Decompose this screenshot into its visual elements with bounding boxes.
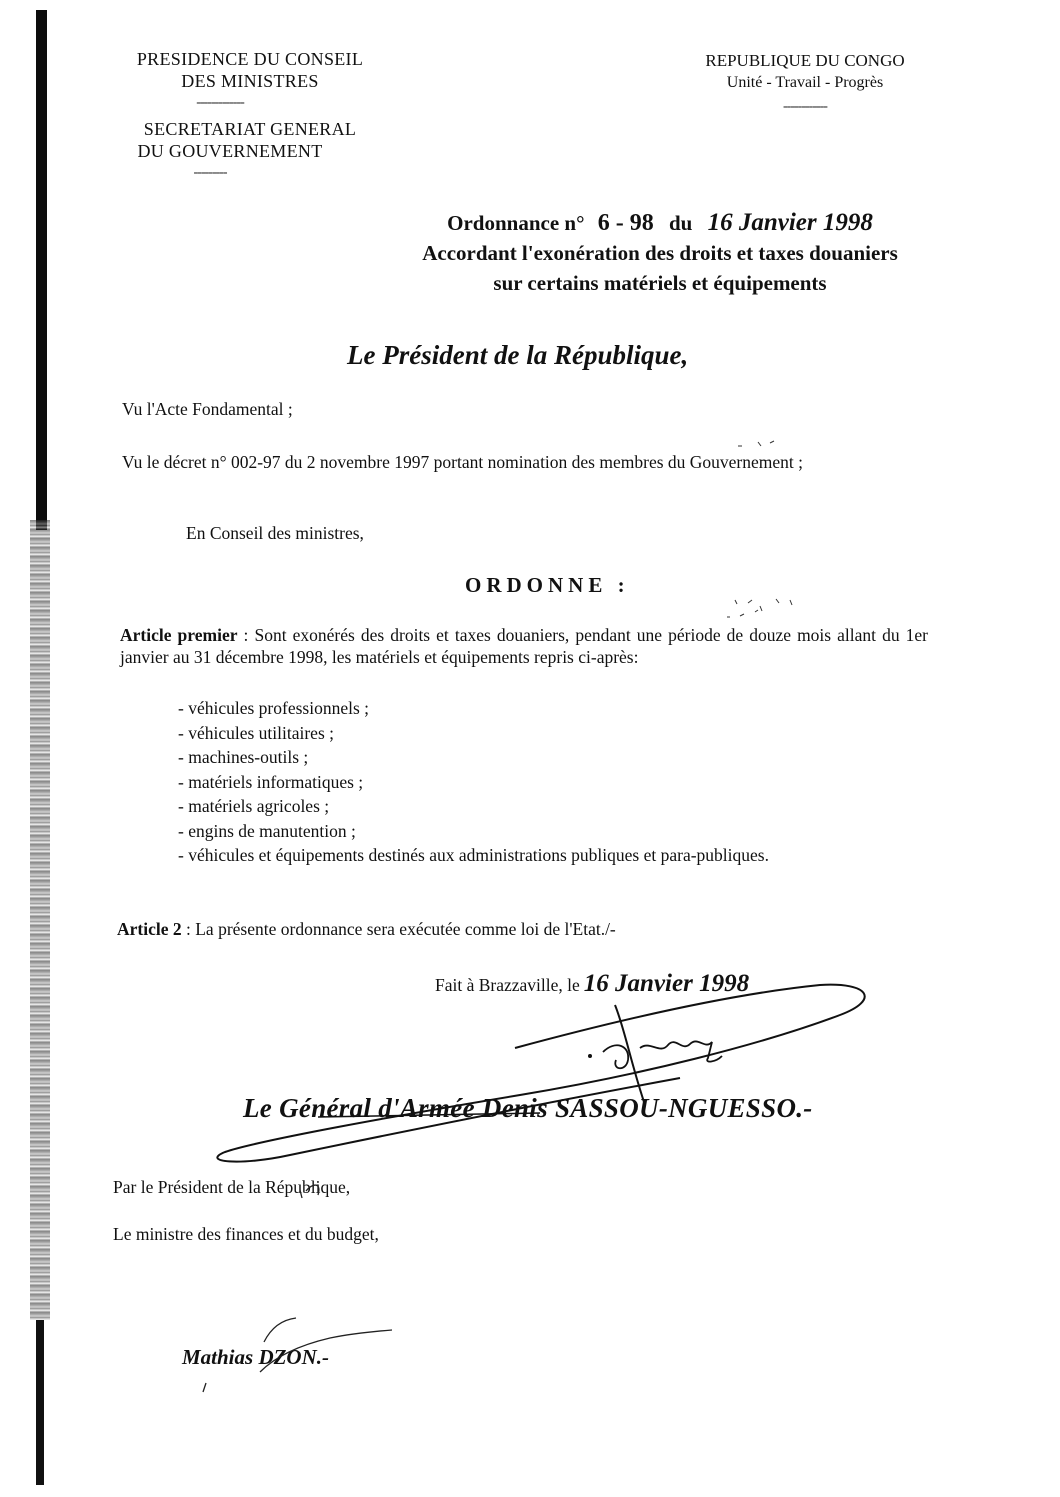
header-right-motto: Unité - Travail - Progrès	[726, 74, 884, 91]
article-2	[117, 918, 616, 940]
signature-dot	[588, 1054, 592, 1058]
header-left-line1: PRESIDENCE DU CONSEIL	[136, 49, 364, 69]
list-item: - véhicules et équipements destinés aux administrations publiques et para-publiques.	[178, 845, 769, 865]
vu-decret: Vu le décret n° 002-97 du 2 novembre 1997 portant nomination des membres du Gouvernement ;	[122, 452, 803, 472]
signatory-name: Le Général d'Armée Denis SASSOU-NGUESSO.-	[243, 1093, 813, 1123]
title-du: du	[668, 211, 693, 235]
header-left-line4: DU GOUVERNEMENT	[137, 141, 323, 161]
ministre-title: Le ministre des finances et du budget,	[113, 1224, 379, 1244]
list-item: - véhicules utilitaires ;	[178, 722, 334, 743]
list-item: - matériels informatiques ;	[178, 771, 364, 792]
par-le-president: Par le Président de la République,	[113, 1177, 351, 1197]
header-right-separator: ------------	[783, 99, 827, 114]
list-item: - matériels agricoles ;	[178, 796, 330, 816]
title-line3: sur certains matériels et équipements	[493, 271, 827, 295]
scan-edge-dark	[36, 10, 47, 530]
vu-acte-fondamental: Vu l'Acte Fondamental ;	[122, 399, 293, 419]
title-prefix: Ordonnance n°	[447, 211, 585, 235]
presidential-signature-loop	[217, 985, 864, 1162]
minister-signature	[260, 1185, 392, 1372]
minister-signature-tick	[203, 1383, 206, 1392]
ordonne-heading: ORDONNE :	[465, 573, 630, 597]
equipment-list	[178, 696, 769, 868]
list-item: - véhicules professionnels ;	[178, 698, 369, 718]
scan-edge-noise	[30, 520, 50, 1320]
fait-prefix: Fait à Brazzaville, le	[435, 975, 580, 995]
article-2-label: Article 2	[117, 919, 182, 939]
header-left-separator2: ---------	[193, 165, 227, 180]
header-left-line2: DES MINISTRES	[181, 71, 319, 91]
stray-mark	[727, 599, 792, 617]
minister-name: Mathias DZON.-	[182, 1345, 330, 1369]
stray-mark	[738, 441, 774, 446]
article-premier-text: : Sont exonérés des droits et taxes douaniers, pendant une période de douze mois allant du 1er janvier au 31 décembre 1998, les matériels et équipements repris ci-après:	[120, 625, 928, 667]
header-left-line3: SECRETARIAT GENERAL	[143, 119, 357, 139]
title-line1	[340, 208, 980, 238]
conseil-des-ministres: En Conseil des ministres,	[186, 523, 364, 543]
header-right-line1: REPUBLIQUE DU CONGO	[705, 51, 905, 70]
presidential-signature-stroke	[615, 1005, 645, 1105]
scan-edge-bottom	[36, 1320, 44, 1485]
title-line2: Accordant l'exonération des droits et taxes douaniers	[422, 241, 898, 265]
header-left-separator1: -------------	[196, 95, 244, 110]
ordinance-title	[340, 208, 980, 298]
fait-date: 16 Janvier 1998	[583, 970, 750, 997]
title-date: 16 Janvier 1998	[707, 209, 873, 236]
list-item: - engins de manutention ;	[178, 820, 356, 841]
presidential-signature-initials	[603, 1041, 722, 1068]
article-2-text: : La présente ordonnance sera exécutée comme loi de l'Etat./-	[181, 919, 616, 939]
header-left	[100, 48, 400, 184]
fait-a-brazzaville	[435, 970, 749, 998]
article-premier-label: Article premier	[120, 625, 238, 645]
header-right	[655, 50, 955, 118]
list-item: - machines-outils ;	[178, 747, 309, 767]
president-heading: Le Président de la République,	[347, 340, 689, 370]
article-premier	[120, 624, 928, 668]
title-number: 6 - 98	[597, 210, 654, 236]
